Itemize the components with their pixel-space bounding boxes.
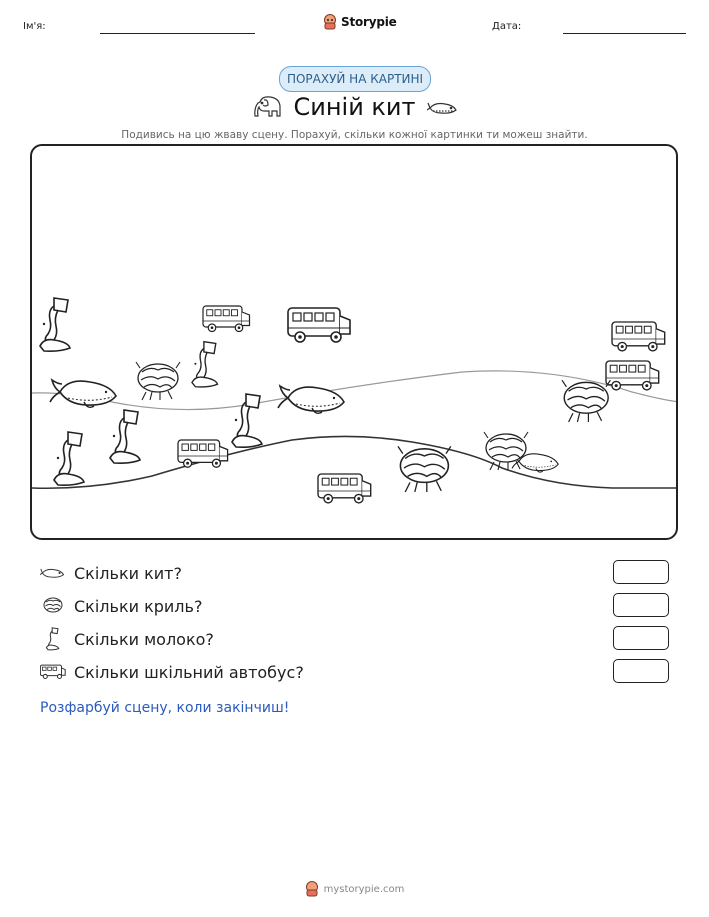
school-bus	[606, 361, 659, 390]
question-school-bus	[40, 661, 304, 683]
answer-box-krill[interactable]	[613, 593, 669, 617]
footer	[0, 881, 709, 897]
question-text: Скільки кит?	[74, 563, 182, 583]
krill	[562, 380, 610, 422]
instructions: Подивись на цю жваву сцену. Порахуй, скільки кожної картинки ти можеш знайти.	[121, 129, 588, 141]
answer-box-milk[interactable]	[613, 626, 669, 650]
question-milk	[40, 628, 214, 650]
brand-name: Storypie	[341, 15, 397, 29]
school-bus-icon	[40, 663, 66, 681]
date-label: Дата:	[492, 21, 522, 32]
page-title: Синій кит	[293, 93, 416, 121]
milk	[110, 410, 140, 463]
question-krill	[40, 595, 202, 617]
milk	[54, 432, 84, 485]
school-bus	[178, 440, 228, 467]
milk	[232, 394, 262, 447]
milk	[40, 298, 70, 351]
answer-box-whale[interactable]	[613, 560, 669, 584]
activity-badge: ПОРАХУЙ НА КАРТИНІ	[279, 66, 431, 92]
question-text: Скільки молоко?	[74, 629, 214, 649]
answer-box-school-bus[interactable]	[613, 659, 669, 683]
whale-icon	[40, 564, 66, 582]
milk-icon	[44, 627, 62, 651]
school-bus	[288, 308, 350, 342]
school-bus	[612, 322, 665, 351]
krill	[398, 446, 451, 492]
school-bus	[318, 474, 371, 503]
school-bus	[203, 306, 250, 332]
brand-logo	[323, 14, 397, 30]
question-whale	[40, 562, 182, 584]
footer-url[interactable]: mystorypie.com	[323, 883, 405, 895]
name-field[interactable]	[100, 33, 255, 34]
krill	[136, 362, 180, 400]
storypie-mascot-icon	[323, 14, 337, 30]
name-label: Ім'я:	[23, 21, 46, 32]
storypie-mascot-icon	[305, 881, 319, 897]
date-field[interactable]	[563, 33, 686, 34]
question-text: Скільки криль?	[74, 596, 203, 616]
krill-icon	[42, 595, 64, 617]
scene-drawing	[32, 146, 678, 540]
milk	[192, 342, 218, 387]
whale-icon	[427, 98, 459, 118]
question-text: Скільки шкільний автобус?	[74, 662, 304, 682]
counting-scene	[30, 144, 678, 540]
coloring-note: Розфарбуй сцену, коли закінчиш!	[40, 700, 290, 716]
